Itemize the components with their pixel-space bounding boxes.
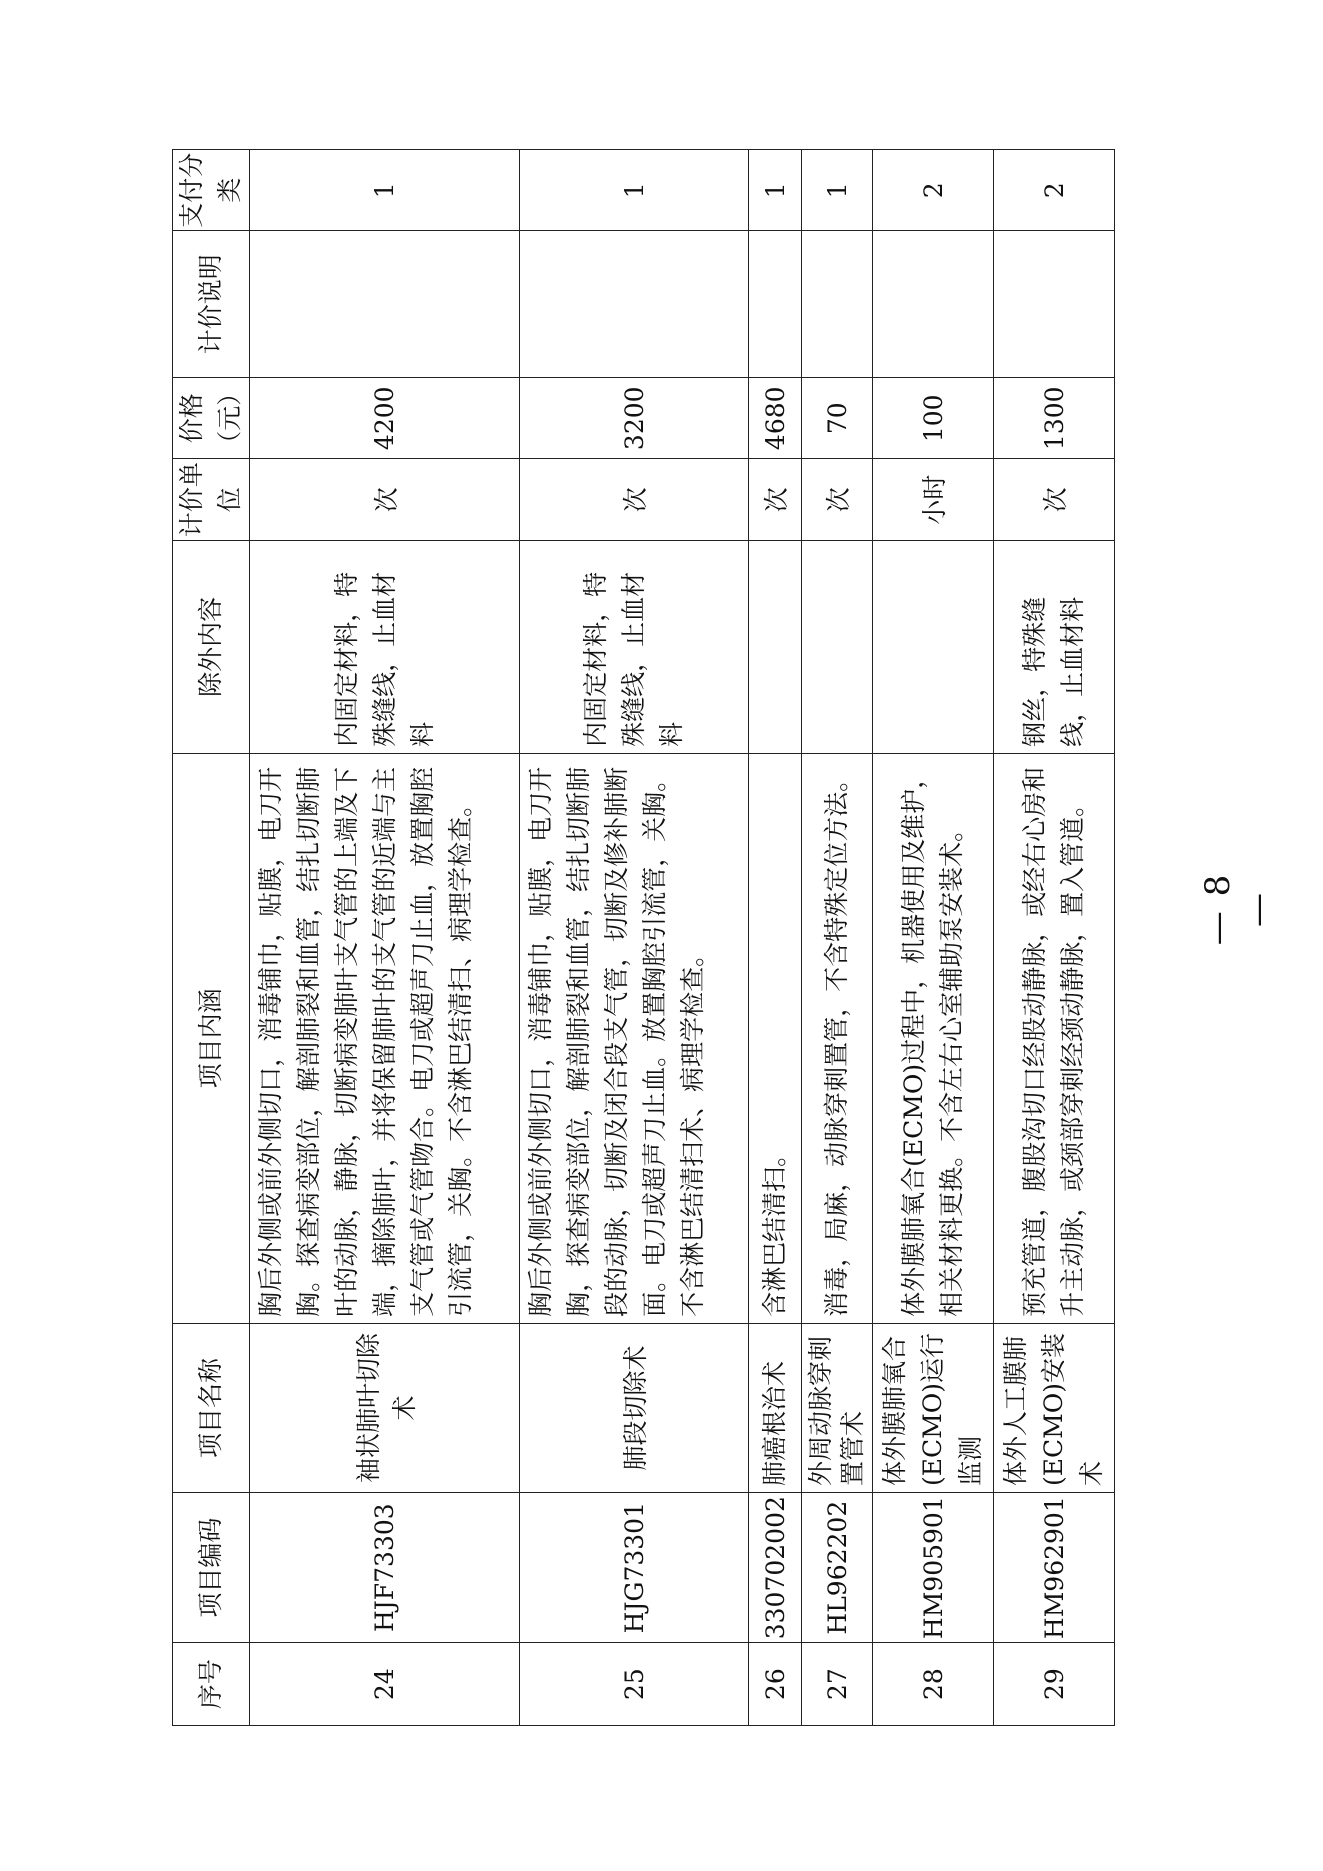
cell-content: 预充管道，腹股沟切口经股动静脉，或经右心房和升主动脉，或颈部穿刺经颈动静脉，置入管道。 [994, 753, 1115, 1323]
cell-content: 胸后外侧或前外侧切口，消毒铺巾，贴膜，电刀开胸，探查病变部位，解剖肺裂和血管，结扎切断肺段的动脉，切断及闭合段支气管，切断及修补肺断面。电刀或超声刀止血。放置胸腔引流管，关胸。不含淋巴结清扫术、病理学检查。 [520, 753, 749, 1323]
table-row [873, 150, 994, 1726]
cell-payment: 1 [250, 150, 520, 231]
cell-excluded: 内固定材料，特殊缝线，止血材料 [520, 540, 749, 753]
header-row [173, 150, 250, 1726]
cell-seq: 29 [994, 1643, 1115, 1726]
header-price: 价格（元） [173, 378, 250, 459]
cell-excluded: 内固定材料，特殊缝线，止血材料 [250, 540, 520, 753]
cell-name: 肺段切除术 [520, 1323, 749, 1492]
cell-unit: 次 [994, 459, 1115, 540]
cell-note [802, 231, 873, 378]
cell-note [520, 231, 749, 378]
table-row [520, 150, 749, 1726]
cell-content: 含淋巴结清扫。 [749, 753, 802, 1323]
cell-code: 330702002 [749, 1493, 802, 1643]
cell-payment: 1 [749, 150, 802, 231]
cell-code: HL962202 [802, 1493, 873, 1643]
header-note: 计价说明 [173, 231, 250, 378]
cell-payment: 2 [994, 150, 1115, 231]
table-row [250, 150, 520, 1726]
cell-seq: 24 [250, 1643, 520, 1726]
cell-excluded [749, 540, 802, 753]
cell-content: 消毒，局麻，动脉穿刺置管，不含特殊定位方法。 [802, 753, 873, 1323]
cell-note [994, 231, 1115, 378]
header-unit: 计价单位 [173, 459, 250, 540]
cell-payment: 1 [520, 150, 749, 231]
cell-unit: 次 [520, 459, 749, 540]
cell-note [873, 231, 994, 378]
table-row [802, 150, 873, 1726]
header-content: 项目内涵 [173, 753, 250, 1323]
cell-unit: 小时 [873, 459, 994, 540]
cell-name: 体外膜肺氧合(ECMO)运行监测 [873, 1323, 994, 1492]
cell-price: 3200 [520, 378, 749, 459]
cell-unit: 次 [250, 459, 520, 540]
cell-payment: 2 [873, 150, 994, 231]
cell-price: 1300 [994, 378, 1115, 459]
cell-seq: 25 [520, 1643, 749, 1726]
header-excluded: 除外内容 [173, 540, 250, 753]
cell-code: HJG73301 [520, 1493, 749, 1643]
header-name: 项目名称 [173, 1323, 250, 1492]
cell-unit: 次 [802, 459, 873, 540]
header-payment: 支付分类 [173, 150, 250, 231]
cell-code: HM962901 [994, 1493, 1115, 1643]
header-seq: 序号 [173, 1643, 250, 1726]
cell-payment: 1 [802, 150, 873, 231]
cell-excluded [802, 540, 873, 753]
cell-code: HJF73303 [250, 1493, 520, 1643]
cell-seq: 28 [873, 1643, 994, 1726]
cell-seq: 26 [749, 1643, 802, 1726]
cell-content: 胸后外侧或前外侧切口，消毒铺巾，贴膜，电刀开胸。探查病变部位，解剖肺裂和血管，结扎切断肺叶的动脉，静脉，切断病变肺叶支气管的上端及下端，摘除肺叶，并将保留肺叶的支气管的近端与主支气管或气管吻合。电刀或超声刀止血，放置胸腔引流管，关胸。不含淋巴结清扫、病理学检查。 [250, 753, 520, 1323]
cell-price: 4680 [749, 378, 802, 459]
cell-note [250, 231, 520, 378]
table-row [749, 150, 802, 1726]
cell-excluded [873, 540, 994, 753]
cell-note [749, 231, 802, 378]
cell-price: 100 [873, 378, 994, 459]
cell-name: 体外人工膜肺(ECMO)安装术 [994, 1323, 1115, 1492]
pricing-table [172, 149, 1115, 1726]
cell-code: HM905901 [873, 1493, 994, 1643]
cell-content: 体外膜肺氧合(ECMO)过程中，机器使用及维护，相关材料更换。不含左右心室辅助泵安装术。 [873, 753, 994, 1323]
cell-price: 4200 [250, 378, 520, 459]
header-code: 项目编码 [173, 1493, 250, 1643]
cell-name: 肺癌根治术 [749, 1323, 802, 1492]
cell-excluded: 钢丝，特殊缝线，止血材料 [994, 540, 1115, 753]
cell-name: 外周动脉穿刺置管术 [802, 1323, 873, 1492]
cell-seq: 27 [802, 1643, 873, 1726]
cell-name: 袖状肺叶切除术 [250, 1323, 520, 1492]
cell-price: 70 [802, 378, 873, 459]
table-row [994, 150, 1115, 1726]
page-number: — 8 — [1198, 872, 1278, 946]
cell-unit: 次 [749, 459, 802, 540]
